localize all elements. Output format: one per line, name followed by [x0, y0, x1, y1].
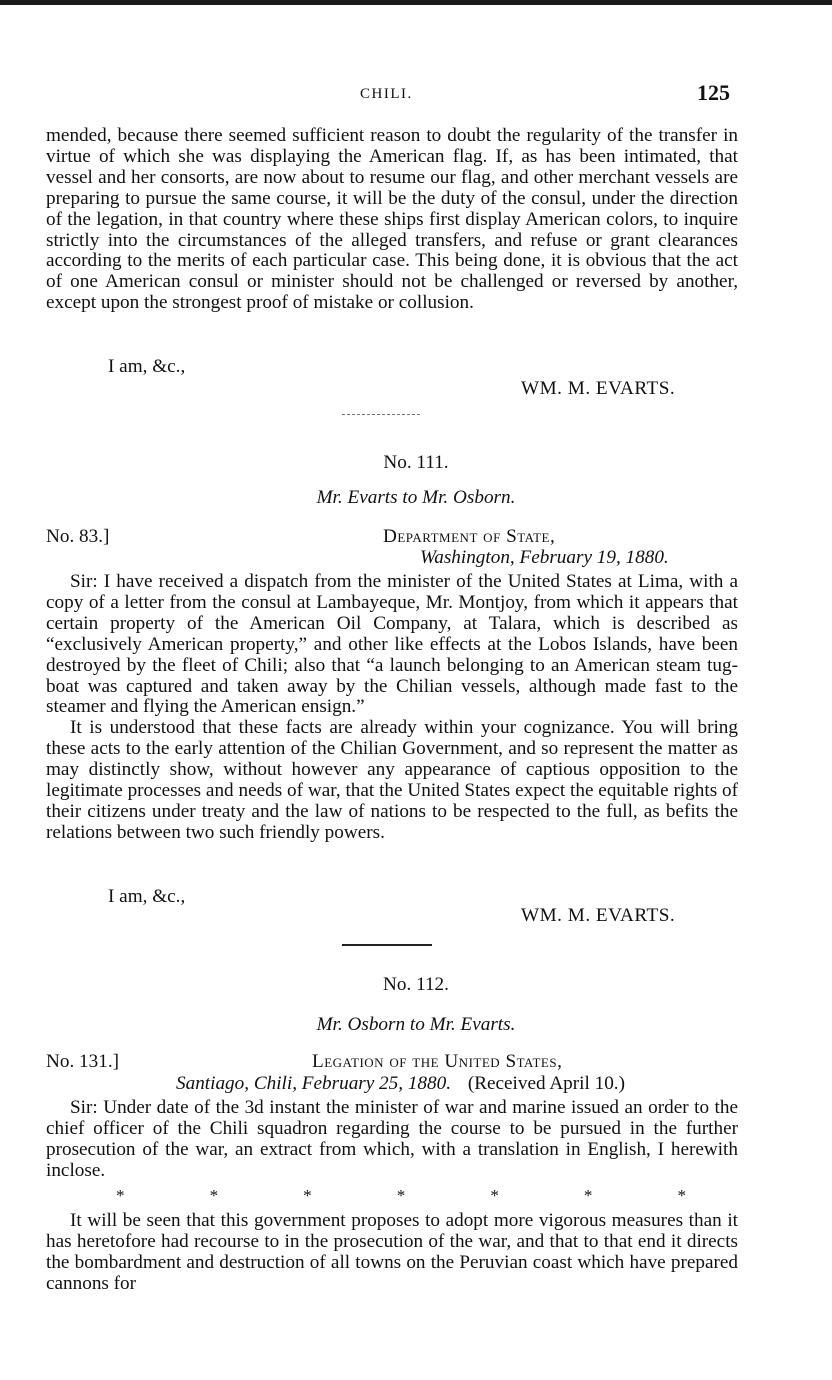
closing-salutation: I am, &c.,	[108, 356, 186, 377]
place-date-line	[176, 1073, 625, 1095]
letter-paragraph: Sir: I have received a dispatch from the minister of the United States at Lima, with a copy of a letter from the consul at Lambayeque, Mr. Montjoy, from which it appears that certain property of the American Oil Company, at Talara, which is described as “exclusively American property,” and other like effects at the Lobos Islands, have been destroyed by the fleet of Chili; also that “a launch belonging to an American steam tug-boat was captured and taken away by the Chilian vessels, although made fast to the steamer and flying the American ensign.”	[46, 571, 738, 718]
continuation-paragraph: mended, because there seemed sufficient reason to doubt the regularity of the transfer in virtue of which she was displaying the American flag. If, as has been intimated, that vessel and her consorts, are now about to resume our flag, and other merchant vessels are preparing to pursue the same course, it will be the duty of the consul, under the direction of the legation, in that country where these ships first display American colors, to inquire strictly into the circumstances of the alleged transfers, and refuse or grant clearances according to the merits of each particular case. This being done, it is obvious that the act of one American consul or minister should not be challenged or reversed by another, except upon the strongest proof of mistake or collusion.	[46, 125, 738, 314]
asterisk: *	[490, 1186, 499, 1205]
letter-body	[46, 572, 738, 844]
dispatch-reference: No. 83.]	[46, 526, 110, 547]
running-head: CHILI.	[360, 86, 413, 102]
dispatch-reference: No. 131.]	[46, 1051, 120, 1072]
asterisk: *	[303, 1186, 312, 1205]
continuation-paragraph-block	[46, 126, 738, 314]
asterisk: *	[396, 1186, 406, 1205]
place-date: Santiago, Chili, February 25, 1880.	[176, 1073, 452, 1094]
letter-paragraph: It is understood that these facts are already within your cognizance. You will bring these acts to the early attention of the Chilian Government, and so represent the matter as may distinctly show, without however any appearance of captious opposition to the legitimate processes and needs of war, that the United States expect the equitable rights of their citizens under treaty and the law of nations to be respected to the full, as befits the relations between two such friendly powers.	[46, 717, 738, 843]
letter-paragraph: It will be seen that this government proposes to adopt more vigorous measures than it has heretofore had recourse to in the prosecution of the war, and that to that end it directs the bombardment and destruction of all towns on the Peruvian coast which have prepared cannons for	[46, 1210, 738, 1294]
signature: WM. M. EVARTS.	[521, 378, 676, 399]
sender-office: Legation of the United States,	[312, 1051, 563, 1072]
document-heading: Mr. Evarts to Mr. Osborn.	[316, 487, 516, 508]
closing-salutation: I am, &c.,	[108, 886, 186, 907]
signature: WM. M. EVARTS.	[521, 905, 676, 926]
sender-office: Department of State,	[383, 526, 556, 547]
top-edge-rule	[0, 0, 832, 5]
asterisk: *	[677, 1186, 686, 1205]
asterisk: *	[116, 1186, 125, 1205]
letter-paragraph: Sir: Under date of the 3d instant the minister of war and marine issued an order to the chief officer of the Chili squadron regarding the course to be pursued in the further prosecution of the war, an extract from which, with a translation in English, I herewith inclose.	[46, 1097, 738, 1181]
asterisk: *	[209, 1186, 219, 1205]
section-divider	[342, 414, 420, 415]
page-header	[0, 80, 832, 110]
asterisk: *	[583, 1186, 593, 1205]
page-number: 125	[697, 80, 730, 105]
section-divider	[342, 944, 432, 946]
document-number: No. 111.	[383, 452, 449, 473]
omission-asterisks	[116, 1186, 686, 1206]
document-number: No. 112.	[383, 974, 449, 995]
place-date: Washington, February 19, 1880.	[420, 547, 669, 568]
letter-body-continued	[46, 1211, 738, 1295]
letter-body	[46, 1098, 738, 1182]
document-heading: Mr. Osborn to Mr. Evarts.	[316, 1014, 516, 1035]
received-note: (Received April 10.)	[467, 1073, 625, 1094]
